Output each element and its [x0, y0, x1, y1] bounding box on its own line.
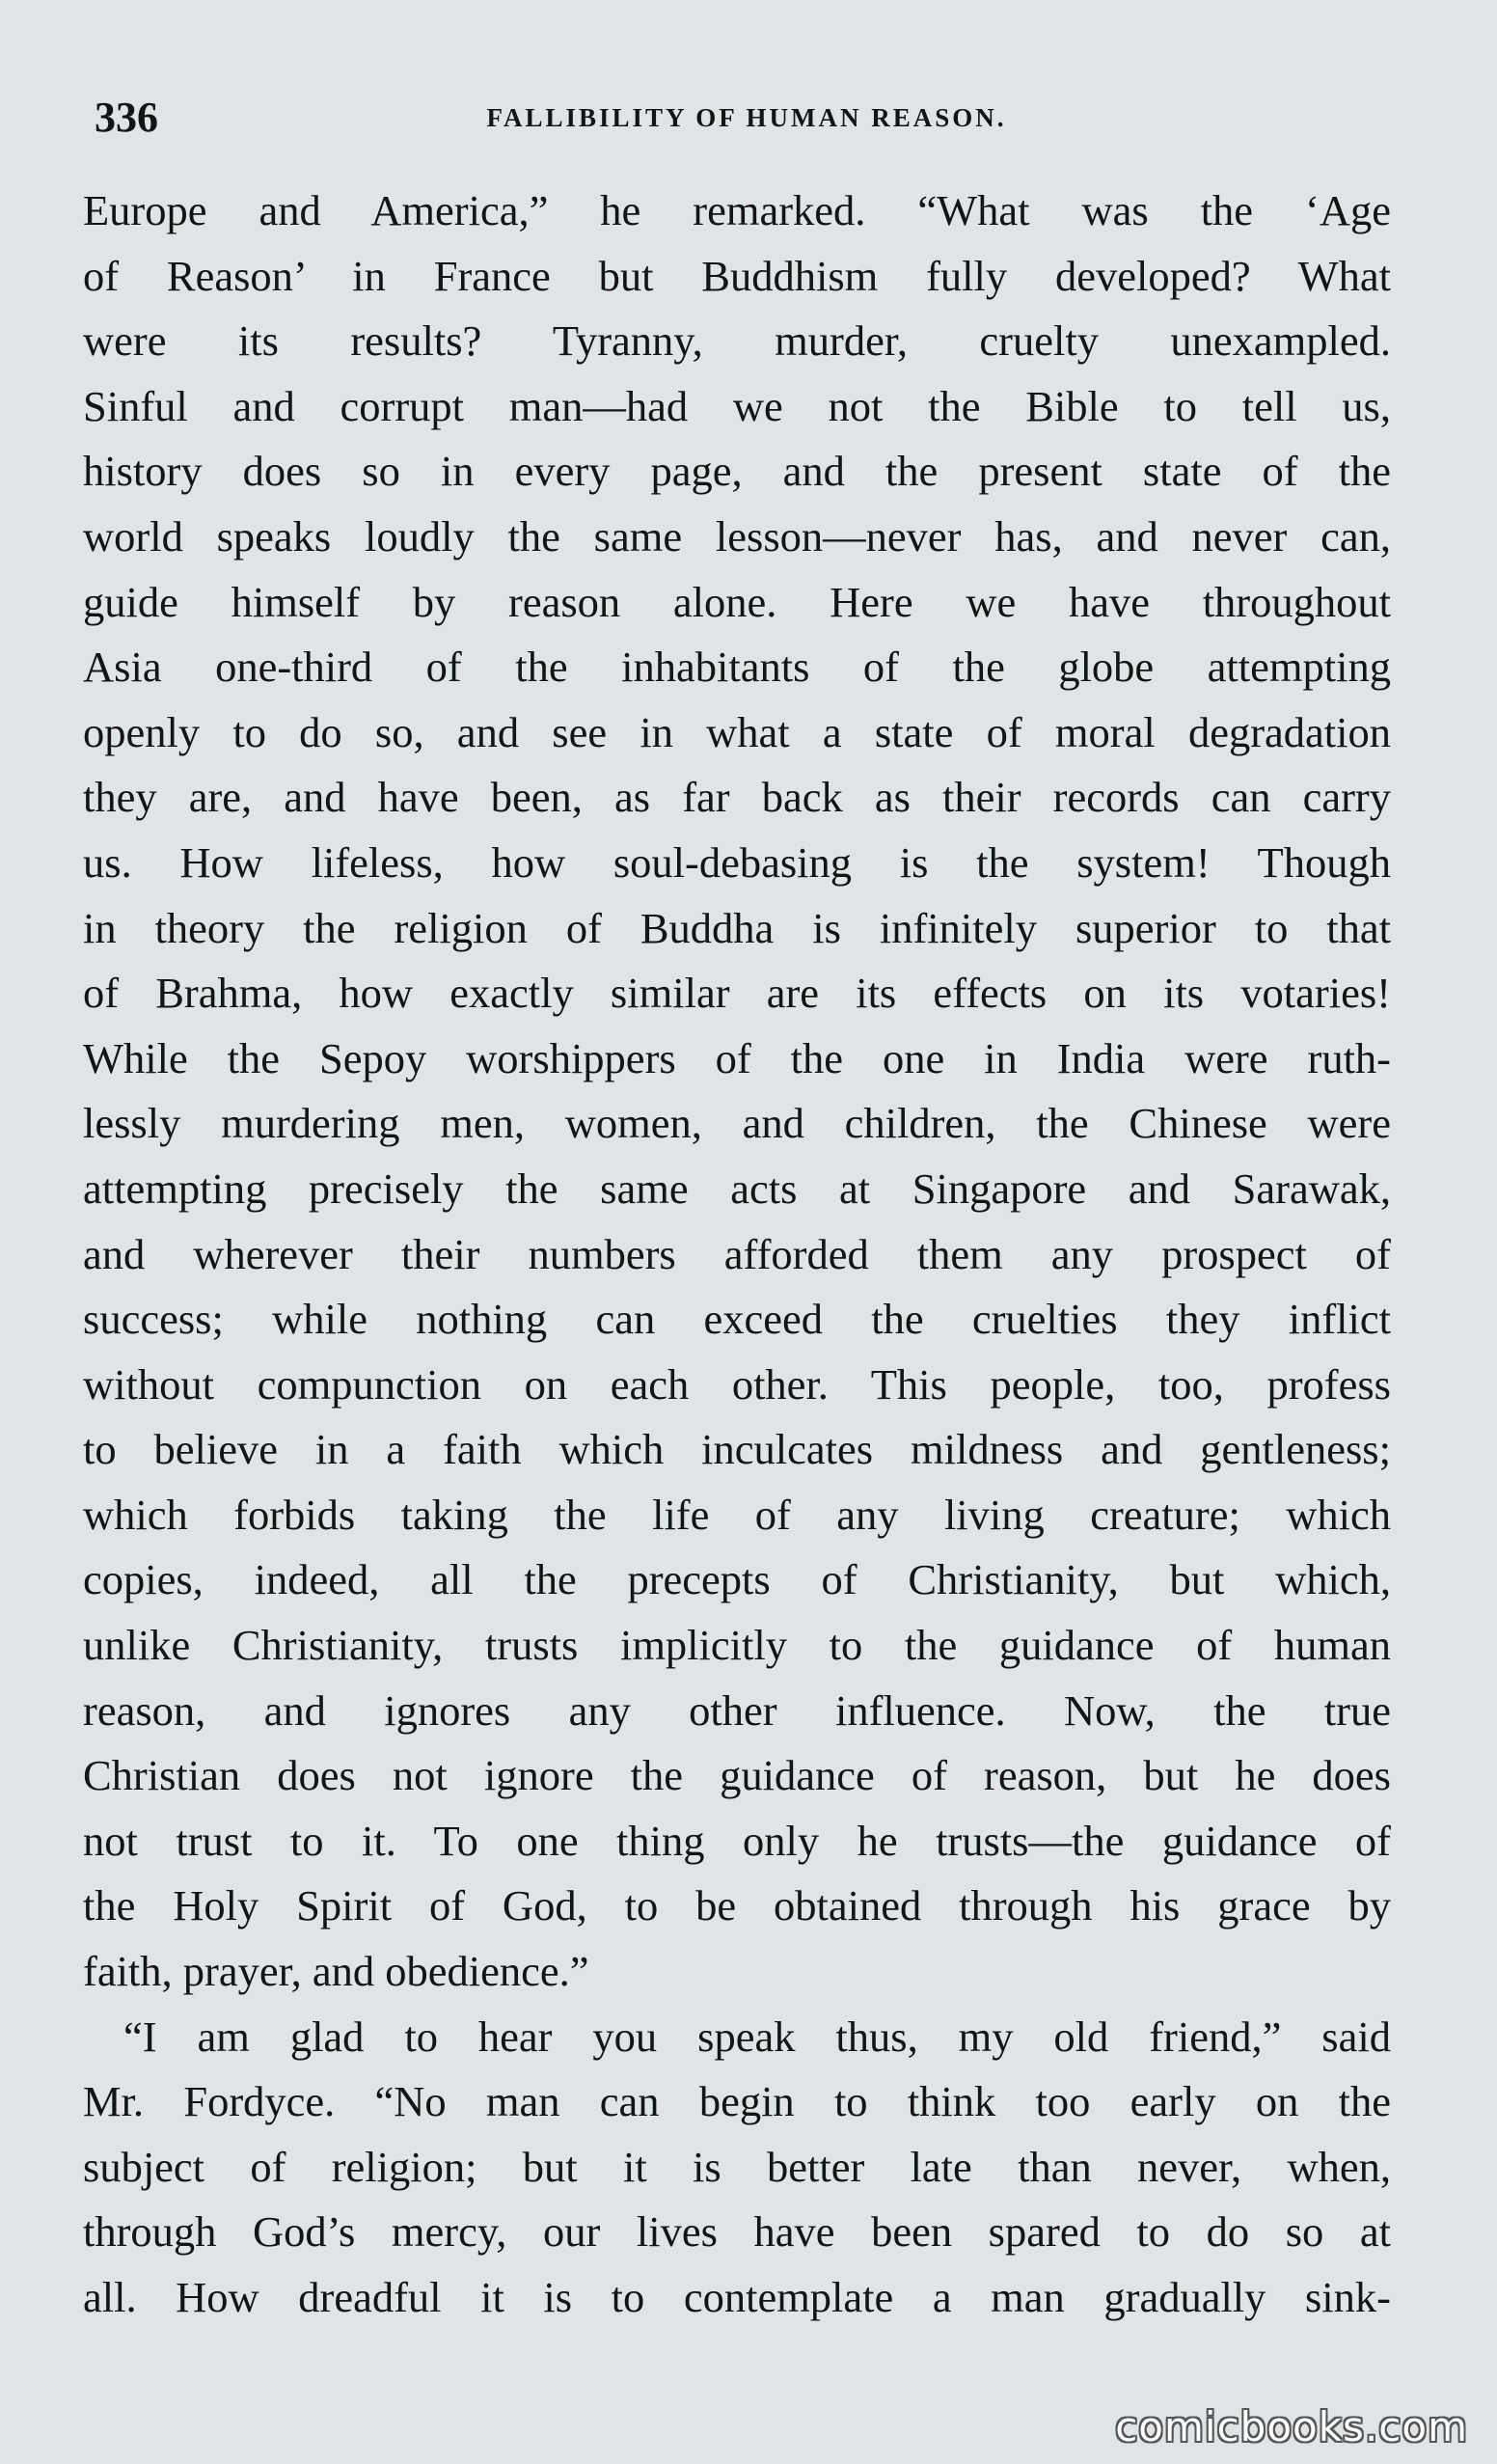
text-line: the Holy Spirit of God, to be obtained through his grace by	[83, 1881, 1391, 1930]
text-line: all. How dreadful it is to contemplate a man gradually sink-	[83, 2273, 1391, 2321]
text-line: world speaks loudly the same lesson—never has, and never can,	[83, 511, 1391, 561]
text-line: they are, and have been, as far back as their records can carry	[83, 773, 1391, 822]
paragraph-1	[83, 178, 1391, 2005]
watermark: comicbooks.com	[1115, 2403, 1468, 2450]
text-line: of Reason’ in France but Buddhism fully developed? What	[83, 251, 1391, 300]
text-line: of Brahma, how exactly similar are its effects on its votaries!	[83, 969, 1391, 1018]
text-line: faith, prayer, and obedience.”	[83, 1947, 589, 1996]
text-line: success; while nothing can exceed the cruelties they inflict	[83, 1295, 1391, 1344]
text-line: guide himself by reason alone. Here we have throughout	[83, 577, 1391, 626]
text-line: “I am glad to hear you speak thus, my old friend,” said	[123, 2012, 1391, 2061]
text-line: us. How lifeless, how soul-debasing is the system! Though	[83, 837, 1391, 887]
text-line: Asia one-third of the inhabitants of the globe attempting	[83, 643, 1391, 692]
text-line: Mr. Fordyce. “No man can begin to think too early on the	[83, 2077, 1391, 2126]
text-line: copies, indeed, all the precepts of Christianity, but which,	[83, 1555, 1391, 1604]
text-line: history does so in every page, and the present state of the	[83, 447, 1391, 496]
text-line: unlike Christianity, trusts implicitly to the guidance of human	[83, 1621, 1391, 1670]
text-line: in theory the religion of Buddha is infinitely superior to that	[83, 903, 1391, 952]
text-line: without compunction on each other. This people, too, profess	[83, 1359, 1391, 1409]
text-line: through God’s mercy, our lives have been spared to do so at	[83, 2207, 1391, 2257]
text-line: lessly murdering men, women, and children, the Chinese were	[83, 1099, 1391, 1148]
text-line: openly to do so, and see in what a state of moral degradation	[83, 707, 1391, 756]
text-line: Europe and America,” he remarked. “What was the ‘Age	[83, 186, 1391, 234]
text-line: were its results? Tyranny, murder, cruelty unexampled.	[83, 316, 1391, 366]
text-line: reason, and ignores any other influence. Now, the true	[83, 1685, 1391, 1735]
text-line: to believe in a faith which inculcates mildness and gentleness;	[83, 1425, 1391, 1474]
text-line: which forbids taking the life of any living creature; which	[83, 1490, 1391, 1539]
text-line: Sinful and corrupt man—had we not the Bible to tell us,	[83, 381, 1391, 430]
running-title: FALLIBILITY OF HUMAN REASON.	[486, 103, 1007, 132]
text-line: attempting precisely the same acts at Singapore and Sarawak,	[83, 1164, 1391, 1213]
text-line: While the Sepoy worshippers of the one in India were ruth-	[83, 1033, 1391, 1082]
text-line: not trust to it. To one thing only he trusts—the guidance of	[83, 1816, 1391, 1865]
text-line: Christian does not ignore the guidance of reason, but he does	[83, 1751, 1391, 1800]
page-header	[95, 89, 1399, 147]
page-number: 336	[95, 94, 158, 141]
paragraph-2	[83, 2005, 1391, 2331]
text-line: and wherever their numbers afforded them any prospect of	[83, 1229, 1391, 1278]
body-text	[83, 178, 1391, 2331]
text-line: subject of religion; but it is better late than never, when,	[83, 2142, 1391, 2191]
